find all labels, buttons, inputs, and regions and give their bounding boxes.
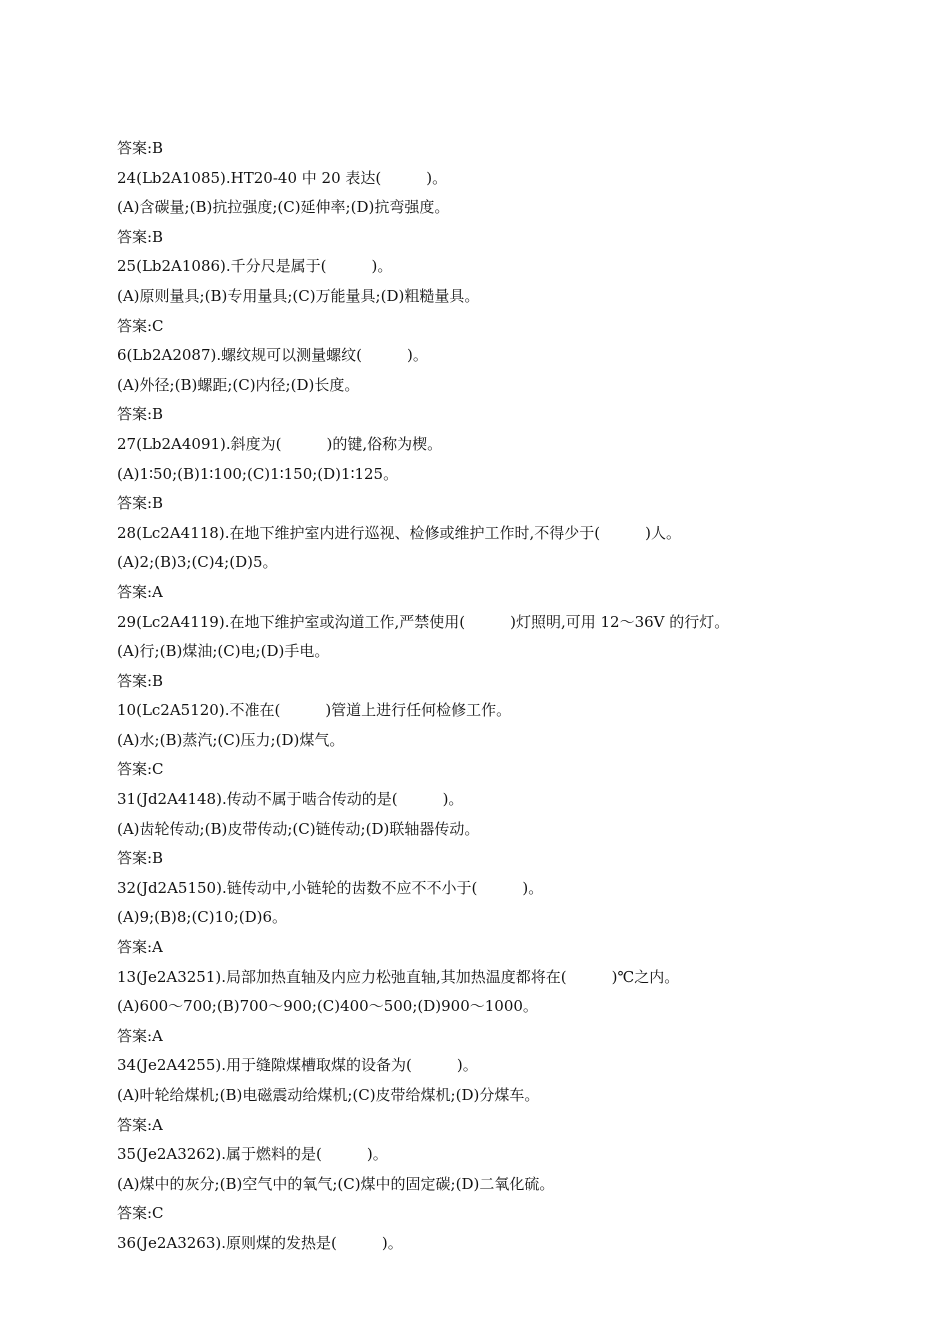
options-line: (A)齿轮传动;(B)皮带传动;(C)链传动;(D)联轴器传动。 xyxy=(117,819,480,838)
question-line: 6(Lb2A2087).螺纹规可以测量螺纹( )。 xyxy=(117,346,428,365)
question-line: 29(Lc2A4119).在地下维护室或沟道工作,严禁使用( )灯照明,可用 12～36V 的行灯。 xyxy=(117,612,730,631)
question-line: 36(Je2A3263).原则煤的发热是( )。 xyxy=(117,1233,403,1252)
answer-line: 答案:A xyxy=(117,1026,163,1045)
question-line: 24(Lb2A1085).HT20-40 中 20 表达( )。 xyxy=(117,168,448,187)
options-line: (A)原则量具;(B)专用量具;(C)万能量具;(D)粗糙量具。 xyxy=(117,286,480,305)
question-line: 35(Je2A3262).属于燃料的是( )。 xyxy=(117,1145,388,1164)
options-line: (A)叶轮给煤机;(B)电磁震动给煤机;(C)皮带给煤机;(D)分煤车。 xyxy=(117,1086,540,1104)
question-list xyxy=(117,134,917,1259)
answer-line: 答案:C xyxy=(117,760,164,779)
options-line: (A)行;(B)煤油;(C)电;(D)手电。 xyxy=(117,642,330,661)
answer-line: 答案:B xyxy=(117,405,164,424)
options-line: (A)煤中的灰分;(B)空气中的氧气;(C)煤中的固定碳;(D)二氧化硫。 xyxy=(117,1174,555,1193)
answer-line: 答案:B xyxy=(117,227,164,246)
answer-line: 答案:A xyxy=(117,1115,163,1134)
answer-line: 答案:B xyxy=(117,494,164,513)
question-line: 31(Jd2A4148).传动不属于啮合传动的是( )。 xyxy=(117,790,464,809)
question-line: 13(Je2A3251).局部加热直轴及内应力松弛直轴,其加热温度都将在( )℃之内。 xyxy=(117,967,680,986)
answer-line: 答案:A xyxy=(117,582,163,601)
options-line: (A)水;(B)蒸汽;(C)压力;(D)煤气。 xyxy=(117,730,345,749)
answer-line: 答案:B xyxy=(117,849,164,868)
question-line: 32(Jd2A5150).链传动中,小链轮的齿数不应不不小于( )。 xyxy=(117,878,544,897)
answer-line: 答案:B xyxy=(117,139,164,157)
question-line: 27(Lb2A4091).斜度为( )的键,俗称为楔。 xyxy=(117,434,443,453)
options-line: (A)1∶50;(B)1∶100;(C)1∶150;(D)1∶125。 xyxy=(117,464,399,483)
answer-line: 答案:A xyxy=(117,938,163,957)
question-line: 10(Lc2A5120).不准在( )管道上进行任何检修工作。 xyxy=(117,701,512,720)
options-line: (A)9;(B)8;(C)10;(D)6。 xyxy=(117,908,288,927)
options-line: (A)含碳量;(B)抗拉强度;(C)延伸率;(D)抗弯强度。 xyxy=(117,198,450,217)
options-line: (A)2;(B)3;(C)4;(D)5。 xyxy=(117,553,278,572)
answer-line: 答案:C xyxy=(117,1204,164,1223)
question-line: 25(Lb2A1086).千分尺是属于( )。 xyxy=(117,257,393,276)
question-line: 34(Je2A4255).用于缝隙煤槽取煤的设备为( )。 xyxy=(117,1056,478,1075)
answer-line: 答案:B xyxy=(117,671,164,690)
options-line: (A)600～700;(B)700～900;(C)400～500;(D)900～1000。 xyxy=(117,997,538,1016)
question-line: 28(Lc2A4118).在地下维护室内进行巡视、检修或维护工作时,不得少于( )人。 xyxy=(117,523,681,542)
options-line: (A)外径;(B)螺距;(C)内径;(D)长度。 xyxy=(117,375,360,394)
answer-line: 答案:C xyxy=(117,316,164,335)
